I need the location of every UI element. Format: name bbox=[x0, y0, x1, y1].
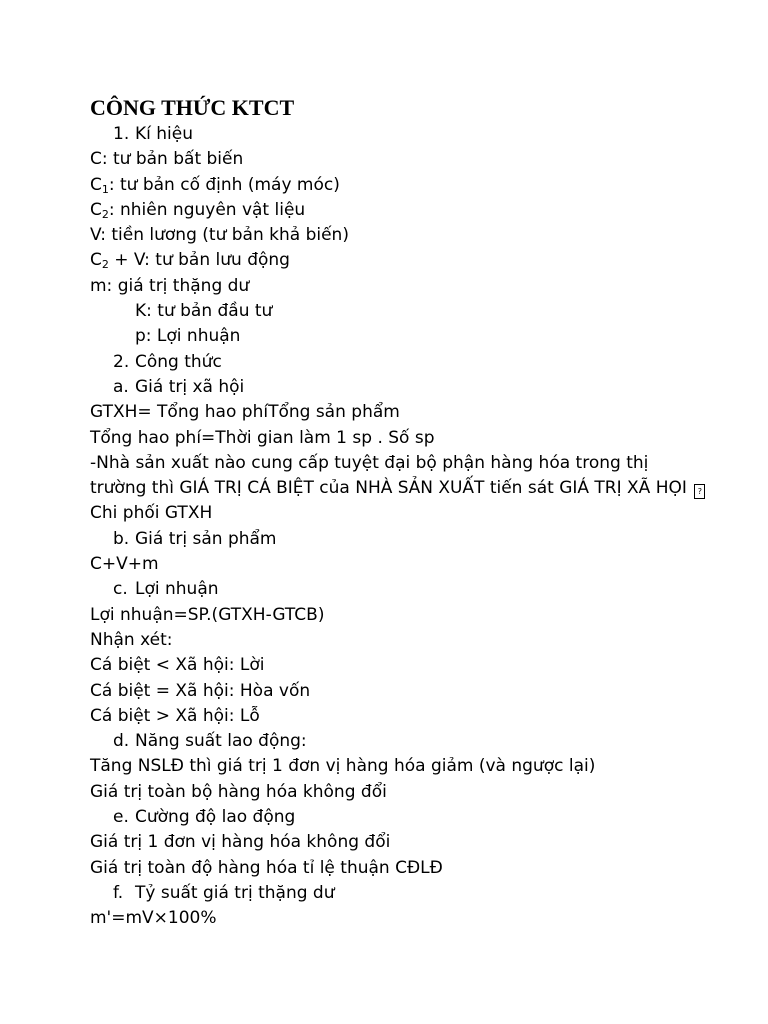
list-marker: 1. bbox=[113, 124, 130, 144]
document-page bbox=[90, 94, 702, 932]
text-line: Giá trị toàn độ hàng hóa tỉ lệ thuận CĐLĐ bbox=[90, 857, 443, 878]
subsection-heading-e bbox=[90, 805, 690, 830]
list-marker: e. bbox=[113, 807, 129, 828]
text-line: $C_2 + V$: tư bản lưu động bbox=[90, 250, 290, 272]
paragraph-line: -Nhà sản xuất nào cung cấp tuyệt đại bộ phận hàng hóa trong thị bbox=[90, 452, 649, 473]
list-marker: b. bbox=[113, 528, 130, 549]
text-line: Giá trị toàn bộ hàng hóa không đổi bbox=[90, 781, 387, 802]
formula-line: Tổng hao phí=Thời gian làm 1 sp . Số sp bbox=[90, 427, 435, 448]
text-line: m: giá trị thặng dư bbox=[90, 275, 250, 296]
text-line: Cá biệt > Xã hội: Lỗ bbox=[90, 705, 260, 726]
text-line: Cá biệt = Xã hội: Hòa vốn bbox=[90, 680, 311, 701]
subsection-heading-d bbox=[90, 729, 690, 754]
list-marker: 2. bbox=[113, 351, 130, 372]
text-line: $C_1$: tư bản cố định (máy móc) bbox=[90, 174, 340, 196]
text-line: $C_2$: nhiên nguyên vật liệu bbox=[90, 199, 306, 221]
formula-line: Lợi nhuận=SP.(GTXH-GTCB) bbox=[90, 604, 325, 625]
section-label: Kí hiệu bbox=[135, 124, 194, 144]
text-line: Giá trị 1 đơn vị hàng hóa không đổi bbox=[90, 832, 391, 853]
text-line-indented: K: tư bản đầu tư bbox=[135, 301, 273, 322]
text-line: Nhận xét: bbox=[90, 629, 173, 650]
text-line: Cá biệt < Xã hội: Lời bbox=[90, 655, 265, 676]
subsection-label: Cường độ lao động bbox=[135, 807, 296, 828]
section-heading-ki-hieu bbox=[90, 122, 690, 147]
section-label: Công thức bbox=[135, 351, 222, 372]
section-heading-cong-thuc bbox=[90, 350, 690, 375]
list-marker: c. bbox=[113, 579, 128, 600]
formula-line: C+V+m bbox=[90, 554, 159, 575]
subsection-label: Tỷ suất giá trị thặng dư bbox=[135, 882, 335, 903]
formula-line: GTXH= Tổng hao phíTổng sản phẩm bbox=[90, 402, 400, 423]
text-line: Tăng NSLĐ thì giá trị 1 đơn vị hàng hóa giảm (và ngược lại) bbox=[90, 756, 596, 777]
missing-glyph-icon: ? bbox=[694, 484, 705, 499]
paragraph-line: trường thì GIÁ TRỊ CÁ BIỆT của NHÀ SẢN XUẤT tiến sát GIÁ TRỊ XÃ HỌI ? bbox=[90, 476, 690, 501]
subsection-label: Giá trị sản phẩm bbox=[135, 528, 277, 549]
subsection-label: Giá trị xã hội bbox=[135, 376, 245, 397]
list-marker: d. bbox=[113, 731, 130, 752]
list-marker: a. bbox=[113, 376, 129, 397]
document-title: CÔNG THỨC KTCT bbox=[90, 95, 295, 120]
subsection-heading-a bbox=[90, 375, 690, 400]
text-line: C: tư bản bất biến bbox=[90, 149, 244, 170]
text-line: V: tiền lương (tư bản khả biến) bbox=[90, 225, 349, 246]
paragraph-line: Chi phối GTXH bbox=[90, 503, 213, 524]
list-marker: f. bbox=[113, 882, 124, 903]
subsection-heading-b bbox=[90, 527, 690, 552]
subsection-label: Lợi nhuận bbox=[135, 579, 219, 600]
subsection-label: Năng suất lao động: bbox=[135, 731, 307, 752]
subsection-heading-c bbox=[90, 577, 690, 602]
formula-line: m'=mV×100% bbox=[90, 908, 217, 929]
text-line-indented: p: Lợi nhuận bbox=[135, 326, 241, 347]
subsection-heading-f bbox=[90, 881, 690, 906]
